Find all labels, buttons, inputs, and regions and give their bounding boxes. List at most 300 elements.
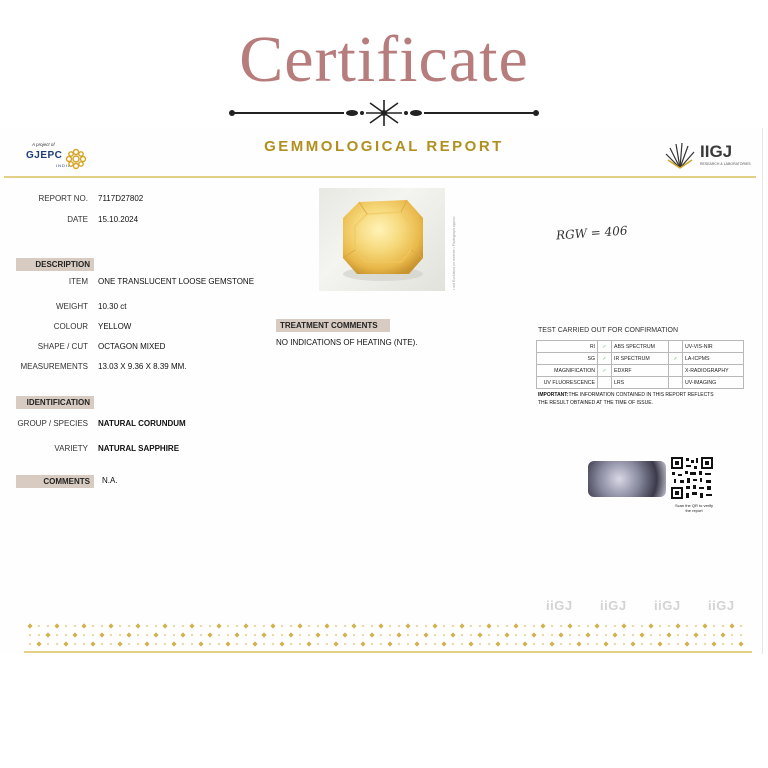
pattern-diamond: [477, 632, 482, 637]
pattern-diamond: [650, 643, 653, 646]
watermark-iigj: iiGJ: [708, 598, 735, 613]
pattern-diamond: [603, 641, 608, 646]
tests-row: [537, 353, 744, 365]
watermark-iigj: iiGJ: [546, 598, 573, 613]
pattern-diamond: [272, 634, 275, 637]
pattern-diamond: [173, 625, 176, 628]
pattern-diamond: [263, 625, 266, 628]
pattern-diamond: [389, 625, 392, 628]
hologram-seal: [588, 461, 666, 497]
pattern-diamond: [704, 643, 707, 646]
pattern-diamond: [110, 634, 113, 637]
pattern-diamond: [317, 643, 320, 646]
pattern-diamond: [659, 634, 662, 637]
pattern-diamond: [641, 643, 644, 646]
pattern-diamond: [371, 643, 374, 646]
pattern-diamond: [54, 623, 59, 628]
pattern-diamond: [353, 634, 356, 637]
pattern-diamond: [56, 643, 59, 646]
pattern-diamond: [558, 632, 563, 637]
pattern-diamond: [74, 643, 77, 646]
pattern-diamond: [281, 625, 284, 628]
pattern-diamond: [416, 625, 419, 628]
pattern-diamond: [720, 632, 725, 637]
pattern-diamond: [191, 634, 194, 637]
important-label: IMPORTANT:: [538, 392, 569, 398]
pattern-diamond: [396, 632, 401, 637]
pattern-diamond: [461, 634, 464, 637]
pattern-diamond: [686, 634, 689, 637]
pattern-diamond: [740, 634, 743, 637]
test-name: LA-ICPMS: [683, 353, 744, 365]
pattern-diamond: [281, 634, 284, 637]
pattern-diamond: [362, 634, 365, 637]
pattern-diamond: [146, 625, 149, 628]
pattern-diamond: [542, 634, 545, 637]
pattern-diamond: [216, 623, 221, 628]
pattern-diamond: [65, 625, 68, 628]
pattern-diamond: [299, 634, 302, 637]
pattern-diamond: [254, 625, 257, 628]
pattern-diamond: [713, 625, 716, 628]
pattern-diamond: [686, 625, 689, 628]
report-number-value: 7117D27802: [98, 194, 144, 203]
test-name: SG: [537, 353, 598, 365]
pattern-diamond: [407, 634, 410, 637]
pattern-diamond: [353, 643, 356, 646]
variety-value: NATURAL SAPPHIRE: [98, 444, 180, 453]
pattern-diamond: [252, 641, 257, 646]
pattern-diamond: [560, 625, 563, 628]
pattern-diamond: [81, 623, 86, 628]
photo-side-note: • not Exclusion on reverse • Photograph approx: [452, 216, 456, 290]
pattern-diamond: [506, 643, 509, 646]
qr-caption: Scan the QR to verify the report: [674, 503, 713, 513]
pattern-diamond: [488, 634, 491, 637]
pattern-diamond: [101, 643, 104, 646]
pattern-diamond: [452, 643, 455, 646]
pattern-diamond: [234, 632, 239, 637]
pattern-diamond: [668, 643, 671, 646]
pattern-diamond: [641, 625, 644, 628]
pattern-diamond: [659, 625, 662, 628]
pattern-diamond: [225, 641, 230, 646]
pattern-diamond: [434, 634, 437, 637]
item-value: ONE TRANSLUCENT LOOSE GEMSTONE: [98, 277, 255, 286]
pattern-diamond: [594, 623, 599, 628]
pattern-diamond: [596, 643, 599, 646]
variety-label: VARIETY: [54, 444, 88, 453]
pattern-diamond: [47, 625, 50, 628]
pattern-diamond: [639, 632, 644, 637]
pattern-diamond: [335, 634, 338, 637]
pattern-diamond: [551, 634, 554, 637]
pattern-diamond: [47, 643, 50, 646]
pattern-diamond: [407, 643, 410, 646]
pattern-diamond: [27, 623, 32, 628]
pattern-diamond: [56, 634, 59, 637]
pattern-diamond: [524, 625, 527, 628]
handwritten-note: RGW = 406: [555, 223, 628, 243]
page-margin: [0, 656, 768, 768]
pattern-diamond: [146, 634, 149, 637]
pattern-diamond: [153, 632, 158, 637]
gjepc-tagline: A project of: [32, 142, 55, 147]
pattern-diamond: [497, 625, 500, 628]
pattern-diamond: [423, 632, 428, 637]
pattern-diamond: [648, 623, 653, 628]
test-check: [669, 377, 683, 389]
pattern-diamond: [522, 641, 527, 646]
pattern-diamond: [468, 641, 473, 646]
pattern-diamond: [83, 643, 86, 646]
pattern-diamond: [119, 634, 122, 637]
pattern-diamond: [551, 625, 554, 628]
gemstone-image: [319, 188, 445, 291]
measurements-label: MEASUREMENTS: [20, 362, 88, 371]
measurements-value: 13.03 X 9.36 X 8.39 MM.: [98, 362, 187, 371]
pattern-diamond: [585, 632, 590, 637]
pattern-diamond: [137, 643, 140, 646]
pattern-diamond: [92, 625, 95, 628]
pattern-diamond: [261, 632, 266, 637]
gjepc-country: INDIA: [56, 163, 72, 168]
pattern-diamond: [443, 634, 446, 637]
pattern-diamond: [63, 641, 68, 646]
treatment-value: NO INDICATIONS OF HEATING (NTE).: [276, 338, 418, 347]
pattern-diamond: [200, 625, 203, 628]
pattern-diamond: [254, 634, 257, 637]
pattern-diamond: [164, 634, 167, 637]
group-species-label: GROUP / SPECIES: [17, 419, 88, 428]
pattern-diamond: [425, 643, 428, 646]
item-label: ITEM: [68, 277, 88, 286]
pattern-diamond: [171, 641, 176, 646]
pattern-diamond: [263, 643, 266, 646]
pattern-diamond: [135, 623, 140, 628]
pattern-diamond: [198, 641, 203, 646]
pattern-diamond: [479, 643, 482, 646]
pattern-diamond: [333, 641, 338, 646]
pattern-diamond: [623, 643, 626, 646]
pattern-diamond: [92, 634, 95, 637]
pattern-diamond: [83, 634, 86, 637]
test-check: ✓: [598, 353, 612, 365]
test-check: ✓: [669, 353, 683, 365]
footer-gold-rule: [24, 651, 752, 653]
pattern-diamond: [326, 643, 329, 646]
iigj-burst-icon: [664, 140, 696, 170]
shape-cut-value: OCTAGON MIXED: [98, 342, 166, 351]
pattern-diamond: [450, 632, 455, 637]
pattern-diamond: [101, 625, 104, 628]
pattern-diamond: [90, 641, 95, 646]
pattern-diamond: [398, 625, 401, 628]
pattern-diamond: [722, 643, 725, 646]
pattern-diamond: [443, 625, 446, 628]
pattern-diamond: [488, 643, 491, 646]
pattern-diamond: [416, 634, 419, 637]
group-species-value: NATURAL CORUNDUM: [98, 419, 186, 428]
pattern-diamond: [272, 643, 275, 646]
pattern-diamond: [288, 632, 293, 637]
pattern-diamond: [605, 625, 608, 628]
pattern-diamond: [704, 634, 707, 637]
pattern-diamond: [279, 641, 284, 646]
pattern-diamond: [632, 634, 635, 637]
pattern-diamond: [182, 625, 185, 628]
test-name: EDXRF: [612, 365, 669, 377]
pattern-diamond: [315, 632, 320, 637]
pattern-diamond: [578, 634, 581, 637]
pattern-diamond: [29, 643, 32, 646]
shape-cut-label: SHAPE / CUT: [37, 342, 88, 351]
pattern-diamond: [108, 623, 113, 628]
pattern-diamond: [200, 634, 203, 637]
pattern-diamond: [738, 641, 743, 646]
pattern-diamond: [243, 623, 248, 628]
watermark-iigj: iiGJ: [600, 598, 627, 613]
qr-code[interactable]: [670, 456, 714, 500]
pattern-diamond: [434, 643, 437, 646]
tests-title: TEST CARRIED OUT FOR CONFIRMATION: [538, 327, 679, 334]
header-gold-rule: [4, 176, 756, 178]
test-name: LRS: [612, 377, 669, 389]
pattern-diamond: [324, 623, 329, 628]
pattern-diamond: [344, 625, 347, 628]
identification-section-title: IDENTIFICATION: [16, 396, 94, 409]
pattern-diamond: [533, 643, 536, 646]
comments-value: N.A.: [102, 476, 118, 485]
pattern-diamond: [713, 634, 716, 637]
gemstone-photo: [319, 188, 445, 291]
pattern-diamond: [621, 623, 626, 628]
pattern-diamond: [335, 625, 338, 628]
pattern-diamond: [308, 625, 311, 628]
pattern-diamond: [119, 625, 122, 628]
ornament-divider: [226, 98, 542, 128]
pattern-diamond: [657, 641, 662, 646]
pattern-diamond: [623, 634, 626, 637]
pattern-diamond: [299, 643, 302, 646]
pattern-diamond: [479, 625, 482, 628]
pattern-diamond: [693, 632, 698, 637]
pattern-diamond: [270, 623, 275, 628]
pattern-diamond: [414, 641, 419, 646]
pattern-diamond: [155, 625, 158, 628]
pattern-diamond: [360, 641, 365, 646]
pattern-diamond: [380, 634, 383, 637]
pattern-diamond: [432, 623, 437, 628]
pattern-diamond: [441, 641, 446, 646]
pattern-diamond: [605, 634, 608, 637]
tests-row: [537, 377, 744, 389]
pattern-diamond: [227, 625, 230, 628]
report-number-label: REPORT NO.: [38, 194, 88, 203]
pattern-diamond: [677, 643, 680, 646]
test-check: [598, 377, 612, 389]
test-name: IR SPECTRUM: [612, 353, 669, 365]
pattern-diamond: [218, 634, 221, 637]
pattern-diamond: [326, 634, 329, 637]
pattern-diamond: [695, 625, 698, 628]
pattern-diamond: [189, 623, 194, 628]
pattern-diamond: [722, 625, 725, 628]
pattern-diamond: [504, 632, 509, 637]
iigj-logo-text: IIGJ: [700, 142, 733, 161]
pattern-diamond: [245, 643, 248, 646]
pattern-diamond: [126, 632, 131, 637]
pattern-diamond: [74, 625, 77, 628]
important-note: [538, 391, 718, 407]
test-name: X-RADIOGRAPHY: [683, 365, 744, 377]
pattern-diamond: [711, 641, 716, 646]
pattern-diamond: [65, 634, 68, 637]
test-name: ABS SPECTRUM: [612, 341, 669, 353]
tests-row: [537, 341, 744, 353]
pattern-diamond: [695, 643, 698, 646]
pattern-diamond: [495, 641, 500, 646]
pattern-diamond: [155, 643, 158, 646]
pattern-diamond: [344, 643, 347, 646]
watermark-iigj: iiGJ: [654, 598, 681, 613]
pattern-diamond: [297, 623, 302, 628]
pattern-diamond: [209, 643, 212, 646]
pattern-diamond: [371, 625, 374, 628]
pattern-diamond: [180, 632, 185, 637]
pattern-diamond: [684, 641, 689, 646]
test-check: [669, 341, 683, 353]
colour-label: COLOUR: [53, 322, 88, 331]
tests-table: [536, 340, 744, 389]
pattern-diamond: [531, 632, 536, 637]
pattern-diamond: [290, 625, 293, 628]
pattern-diamond: [117, 641, 122, 646]
pattern-diamond: [630, 641, 635, 646]
pattern-diamond: [362, 625, 365, 628]
pattern-diamond: [162, 623, 167, 628]
pattern-diamond: [533, 625, 536, 628]
pattern-diamond: [506, 625, 509, 628]
pattern-diamond: [99, 632, 104, 637]
pattern-diamond: [650, 634, 653, 637]
pattern-diamond: [569, 643, 572, 646]
pattern-diamond: [740, 625, 743, 628]
pattern-diamond: [587, 625, 590, 628]
pattern-diamond: [191, 643, 194, 646]
test-check: ✓: [598, 341, 612, 353]
pattern-diamond: [614, 625, 617, 628]
report-heading: GEMMOLOGICAL REPORT: [264, 138, 504, 155]
pattern-diamond: [567, 623, 572, 628]
pattern-diamond: [218, 643, 221, 646]
pattern-diamond: [470, 625, 473, 628]
pattern-diamond: [405, 623, 410, 628]
date-label: DATE: [67, 215, 88, 224]
gjepc-logo-text: GJEPC: [26, 150, 63, 161]
pattern-diamond: [45, 632, 50, 637]
certificate-banner-title: Certificate: [239, 23, 529, 96]
pattern-diamond: [542, 643, 545, 646]
pattern-diamond: [245, 634, 248, 637]
weight-value: 10.30 ct: [98, 302, 127, 311]
pattern-diamond: [378, 623, 383, 628]
weight-label: WEIGHT: [56, 302, 88, 311]
test-name: UV FLUORESCENCE: [537, 377, 598, 389]
pattern-diamond: [578, 625, 581, 628]
pattern-diamond: [560, 643, 563, 646]
pattern-diamond: [36, 641, 41, 646]
pattern-diamond: [666, 632, 671, 637]
pattern-diamond: [461, 643, 464, 646]
pattern-diamond: [425, 625, 428, 628]
pattern-diamond: [387, 641, 392, 646]
tests-row: [537, 365, 744, 377]
pattern-diamond: [351, 623, 356, 628]
description-section-title: DESCRIPTION: [16, 258, 94, 271]
pattern-diamond: [236, 625, 239, 628]
pattern-diamond: [612, 632, 617, 637]
important-text: THE INFORMATION CONTAINED IN THIS REPORT REFLECTS THE RESULT OBTAINED AT THE TIME OF ISSUE.: [538, 392, 714, 406]
pattern-diamond: [308, 634, 311, 637]
gold-border-pattern: [26, 621, 752, 649]
pattern-diamond: [459, 623, 464, 628]
pattern-diamond: [497, 634, 500, 637]
iigj-logo-subtitle: RESEARCH & LABORATORIES: [700, 162, 751, 166]
pattern-diamond: [702, 623, 707, 628]
pattern-diamond: [128, 625, 131, 628]
pattern-diamond: [677, 634, 680, 637]
pattern-diamond: [668, 625, 671, 628]
pattern-diamond: [342, 632, 347, 637]
pattern-diamond: [549, 641, 554, 646]
pattern-diamond: [675, 623, 680, 628]
pattern-diamond: [729, 623, 734, 628]
comments-section-title: COMMENTS: [16, 475, 94, 488]
pattern-diamond: [576, 641, 581, 646]
colour-value: YELLOW: [98, 322, 132, 331]
pattern-diamond: [209, 625, 212, 628]
date-value: 15.10.2024: [98, 215, 139, 224]
treatment-section-title: TREATMENT COMMENTS: [276, 319, 390, 332]
pattern-diamond: [110, 643, 113, 646]
pattern-diamond: [173, 634, 176, 637]
test-name: UV-VIS-NIR: [683, 341, 744, 353]
pattern-diamond: [587, 643, 590, 646]
pattern-diamond: [513, 623, 518, 628]
pattern-diamond: [380, 643, 383, 646]
pattern-diamond: [306, 641, 311, 646]
pattern-diamond: [731, 643, 734, 646]
pattern-diamond: [207, 632, 212, 637]
test-name: MAGNIFICATION: [537, 365, 598, 377]
pattern-diamond: [731, 634, 734, 637]
pattern-diamond: [524, 634, 527, 637]
pattern-diamond: [128, 643, 131, 646]
pattern-diamond: [317, 625, 320, 628]
test-check: [669, 365, 683, 377]
pattern-diamond: [515, 643, 518, 646]
pattern-diamond: [369, 632, 374, 637]
pattern-diamond: [227, 634, 230, 637]
pattern-diamond: [470, 634, 473, 637]
test-name: RI: [537, 341, 598, 353]
pattern-diamond: [569, 634, 572, 637]
test-check: ✓: [598, 365, 612, 377]
pattern-diamond: [596, 634, 599, 637]
pattern-diamond: [614, 643, 617, 646]
pattern-diamond: [398, 643, 401, 646]
